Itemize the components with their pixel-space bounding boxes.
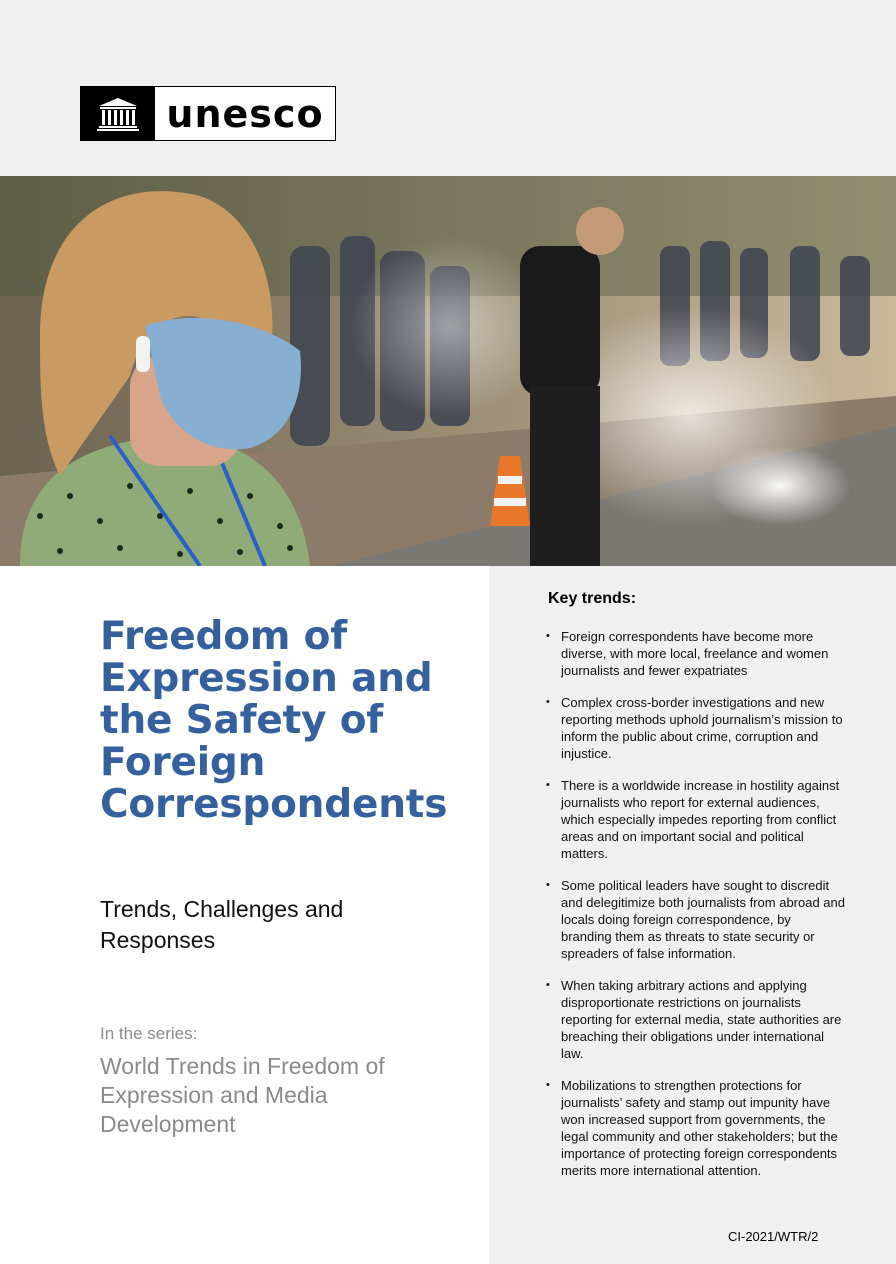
list-item-text: Mobilizations to strengthen protections for journalists’ safety and stamp out impunity have won increased support from governments, the legal community and other stakeholders; but the importance of protecting foreign correspondents merits more international attention. [561,1078,838,1178]
series-label: In the series: [100,1024,198,1043]
list-item [545,694,845,762]
unesco-wordmark: unesco [166,91,324,136]
bullet-icon: • [546,630,550,642]
page-subtitle: Trends, Challenges and Responses [100,896,344,953]
bullet-icon: • [546,696,550,708]
key-trends-heading: Key trends: [548,590,637,607]
bullet-icon: • [546,779,550,791]
list-item [545,977,845,1062]
list-item [545,777,845,862]
bullet-icon: • [546,879,550,891]
unesco-temple-icon [81,87,155,140]
list-item [545,877,845,962]
list-item-text: Complex cross-border investigations and new reporting methods uphold journalism’s mission to inform the public about crime, corruption and injustice. [561,695,843,761]
series-name: World Trends in Freedom of Expression and Media Development [100,1053,385,1137]
page-title: Freedom of Expression and the Safety of Foreign Correspondents [100,614,448,827]
list-item-text: Some political leaders have sought to discredit and delegitimize both journalists from abroad and locals doing foreign correspondence, by branding them as threats to state security or spreaders of false information. [561,878,846,961]
list-item-text: Foreign correspondents have become more diverse, with more local, freelance and women journalists and fewer expatriates [561,629,829,678]
document-code: CI-2021/WTR/2 [728,1229,819,1244]
unesco-logo [80,86,336,141]
list-item [545,628,845,679]
bullet-icon: • [546,1079,550,1091]
list-item-text: When taking arbitrary actions and applying disproportionate restrictions on journalists reporting for external media, state authorities are breaching their obligations under international law. [561,978,842,1061]
key-trends-list [545,628,845,1194]
list-item-text: There is a worldwide increase in hostility against journalists who report for external audiences, which especially impedes reporting from conflict areas and on important social and political matters. [561,778,840,861]
cover-photo [0,176,896,566]
list-item [545,1077,845,1179]
bullet-icon: • [546,979,550,991]
